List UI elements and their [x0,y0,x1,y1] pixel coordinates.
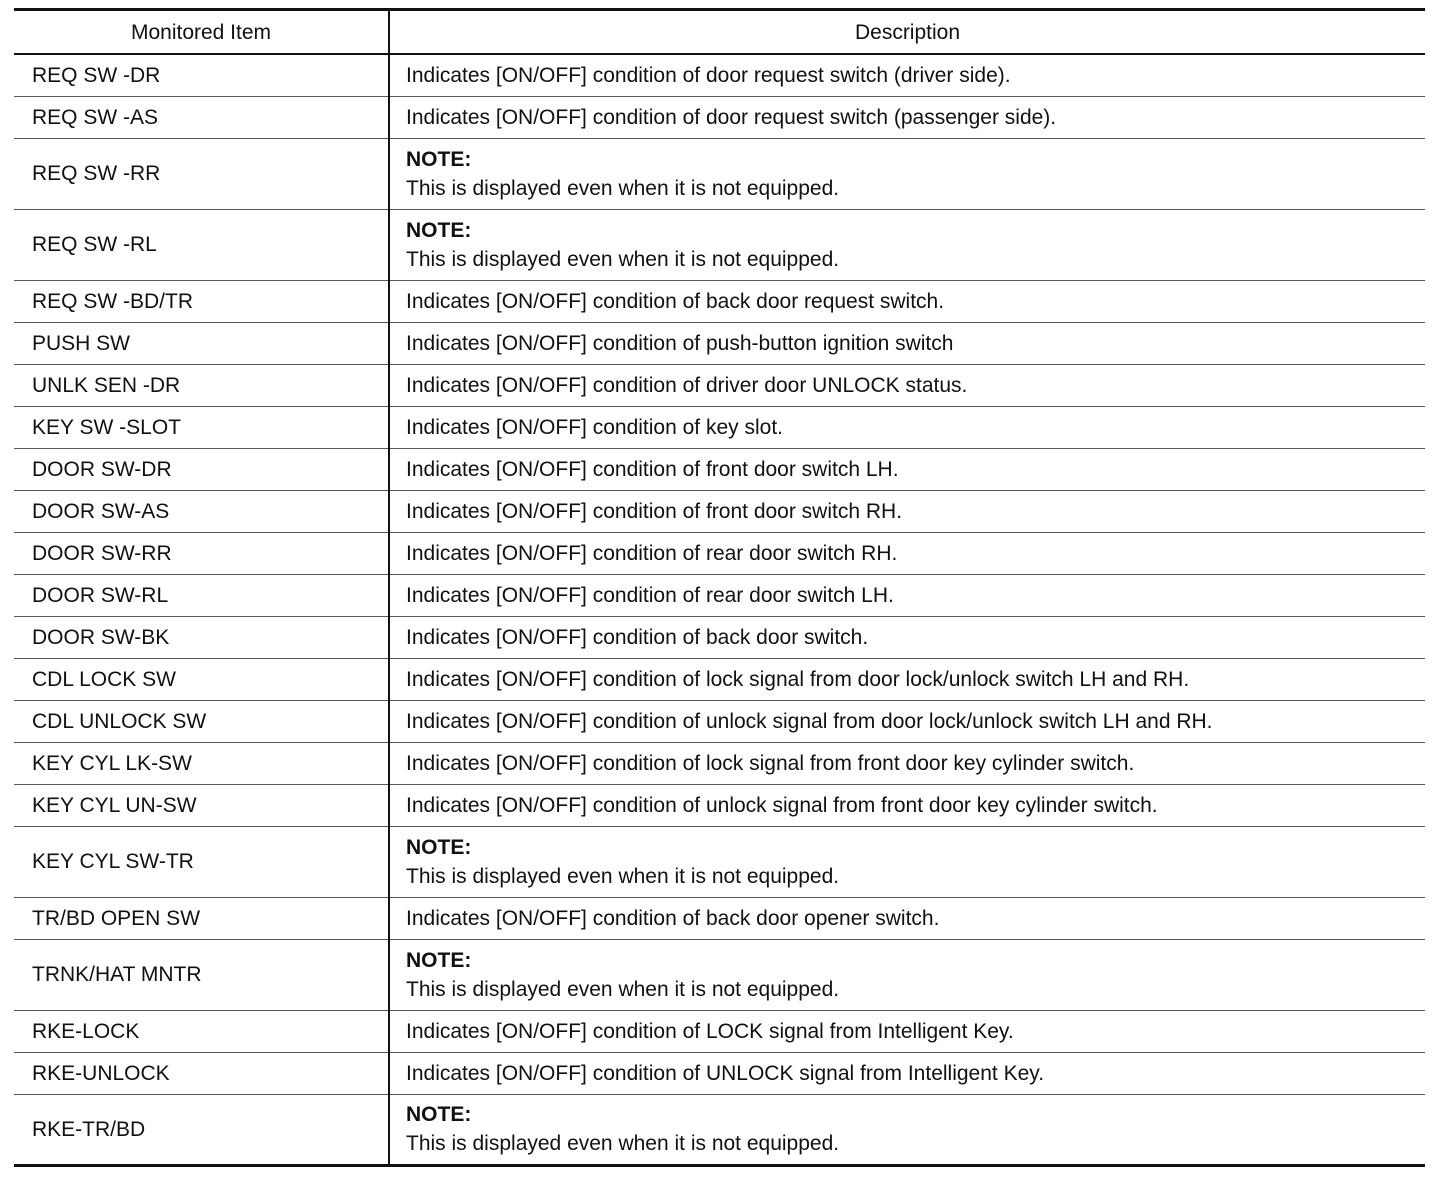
header-monitored-item: Monitored Item [14,10,389,55]
description-cell [389,826,1425,897]
table-row [14,826,1425,897]
table-row [14,490,1425,532]
monitored-item-cell: TRNK/HAT MNTR [14,939,389,1010]
description-cell: Indicates [ON/OFF] condition of front door switch LH. [389,448,1425,490]
table-row [14,700,1425,742]
note-label: NOTE: [406,948,472,972]
monitored-item-cell: REQ SW -RL [14,209,389,280]
note-label: NOTE: [406,835,472,859]
monitored-item-cell: REQ SW -RR [14,138,389,209]
description-cell: Indicates [ON/OFF] condition of push-button ignition switch [389,322,1425,364]
monitored-item-cell: DOOR SW-BK [14,616,389,658]
table-row [14,364,1425,406]
monitored-item-cell: DOOR SW-RR [14,532,389,574]
description-text: This is displayed even when it is not equipped. [406,977,840,1001]
monitored-item-cell: PUSH SW [14,322,389,364]
description-cell: Indicates [ON/OFF] condition of back door opener switch. [389,897,1425,939]
monitored-item-cell: KEY CYL LK-SW [14,742,389,784]
description-cell: Indicates [ON/OFF] condition of driver door UNLOCK status. [389,364,1425,406]
table-row [14,406,1425,448]
description-cell: Indicates [ON/OFF] condition of unlock signal from front door key cylinder switch. [389,784,1425,826]
table-body [14,54,1425,1165]
table-row [14,209,1425,280]
description-cell: Indicates [ON/OFF] condition of back door request switch. [389,280,1425,322]
table-header-row [14,10,1425,55]
table-row [14,448,1425,490]
description-cell: Indicates [ON/OFF] condition of back door switch. [389,616,1425,658]
description-text: This is displayed even when it is not equipped. [406,864,840,888]
note-label: NOTE: [406,147,472,171]
description-cell: Indicates [ON/OFF] condition of lock signal from door lock/unlock switch LH and RH. [389,658,1425,700]
monitored-item-cell: DOOR SW-AS [14,490,389,532]
table-row [14,574,1425,616]
table-row [14,939,1425,1010]
monitored-item-cell: RKE-TR/BD [14,1094,389,1165]
monitored-item-cell: DOOR SW-RL [14,574,389,616]
description-cell: Indicates [ON/OFF] condition of door request switch (driver side). [389,54,1425,96]
description-cell: Indicates [ON/OFF] condition of door request switch (passenger side). [389,96,1425,138]
description-cell: Indicates [ON/OFF] condition of rear door switch RH. [389,532,1425,574]
description-cell: Indicates [ON/OFF] condition of UNLOCK signal from Intelligent Key. [389,1052,1425,1094]
description-cell [389,138,1425,209]
monitored-item-cell: RKE-UNLOCK [14,1052,389,1094]
table-row [14,96,1425,138]
description-cell [389,939,1425,1010]
monitor-item-table [14,8,1425,1167]
table-row [14,616,1425,658]
monitored-item-cell: KEY CYL UN-SW [14,784,389,826]
description-cell: Indicates [ON/OFF] condition of unlock signal from door lock/unlock switch LH and RH. [389,700,1425,742]
monitored-item-cell: UNLK SEN -DR [14,364,389,406]
table-row [14,280,1425,322]
description-cell: Indicates [ON/OFF] condition of key slot. [389,406,1425,448]
description-cell: Indicates [ON/OFF] condition of front door switch RH. [389,490,1425,532]
monitored-item-cell: DOOR SW-DR [14,448,389,490]
monitored-item-cell: RKE-LOCK [14,1010,389,1052]
table-row [14,138,1425,209]
description-text: This is displayed even when it is not equipped. [406,247,840,271]
monitored-item-cell: KEY CYL SW-TR [14,826,389,897]
note-label: NOTE: [406,1103,472,1126]
monitored-item-cell: KEY SW -SLOT [14,406,389,448]
description-text: This is displayed even when it is not equipped. [406,1132,840,1155]
table-row [14,1094,1425,1165]
monitored-item-cell: REQ SW -BD/TR [14,280,389,322]
table-row [14,1052,1425,1094]
description-cell: Indicates [ON/OFF] condition of lock signal from front door key cylinder switch. [389,742,1425,784]
table-row [14,54,1425,96]
monitored-item-cell: REQ SW -DR [14,54,389,96]
header-description: Description [389,10,1425,55]
table-row [14,742,1425,784]
monitored-item-cell: TR/BD OPEN SW [14,897,389,939]
table-row [14,1010,1425,1052]
description-cell [389,1094,1425,1165]
table-row [14,897,1425,939]
monitored-item-cell: CDL LOCK SW [14,658,389,700]
monitored-item-cell: CDL UNLOCK SW [14,700,389,742]
description-cell: Indicates [ON/OFF] condition of LOCK signal from Intelligent Key. [389,1010,1425,1052]
table-row [14,784,1425,826]
description-cell: Indicates [ON/OFF] condition of rear door switch LH. [389,574,1425,616]
note-label: NOTE: [406,218,472,242]
description-cell [389,209,1425,280]
table-row [14,322,1425,364]
description-text: This is displayed even when it is not equipped. [406,176,840,200]
monitored-item-cell: REQ SW -AS [14,96,389,138]
table-row [14,658,1425,700]
table-row [14,532,1425,574]
